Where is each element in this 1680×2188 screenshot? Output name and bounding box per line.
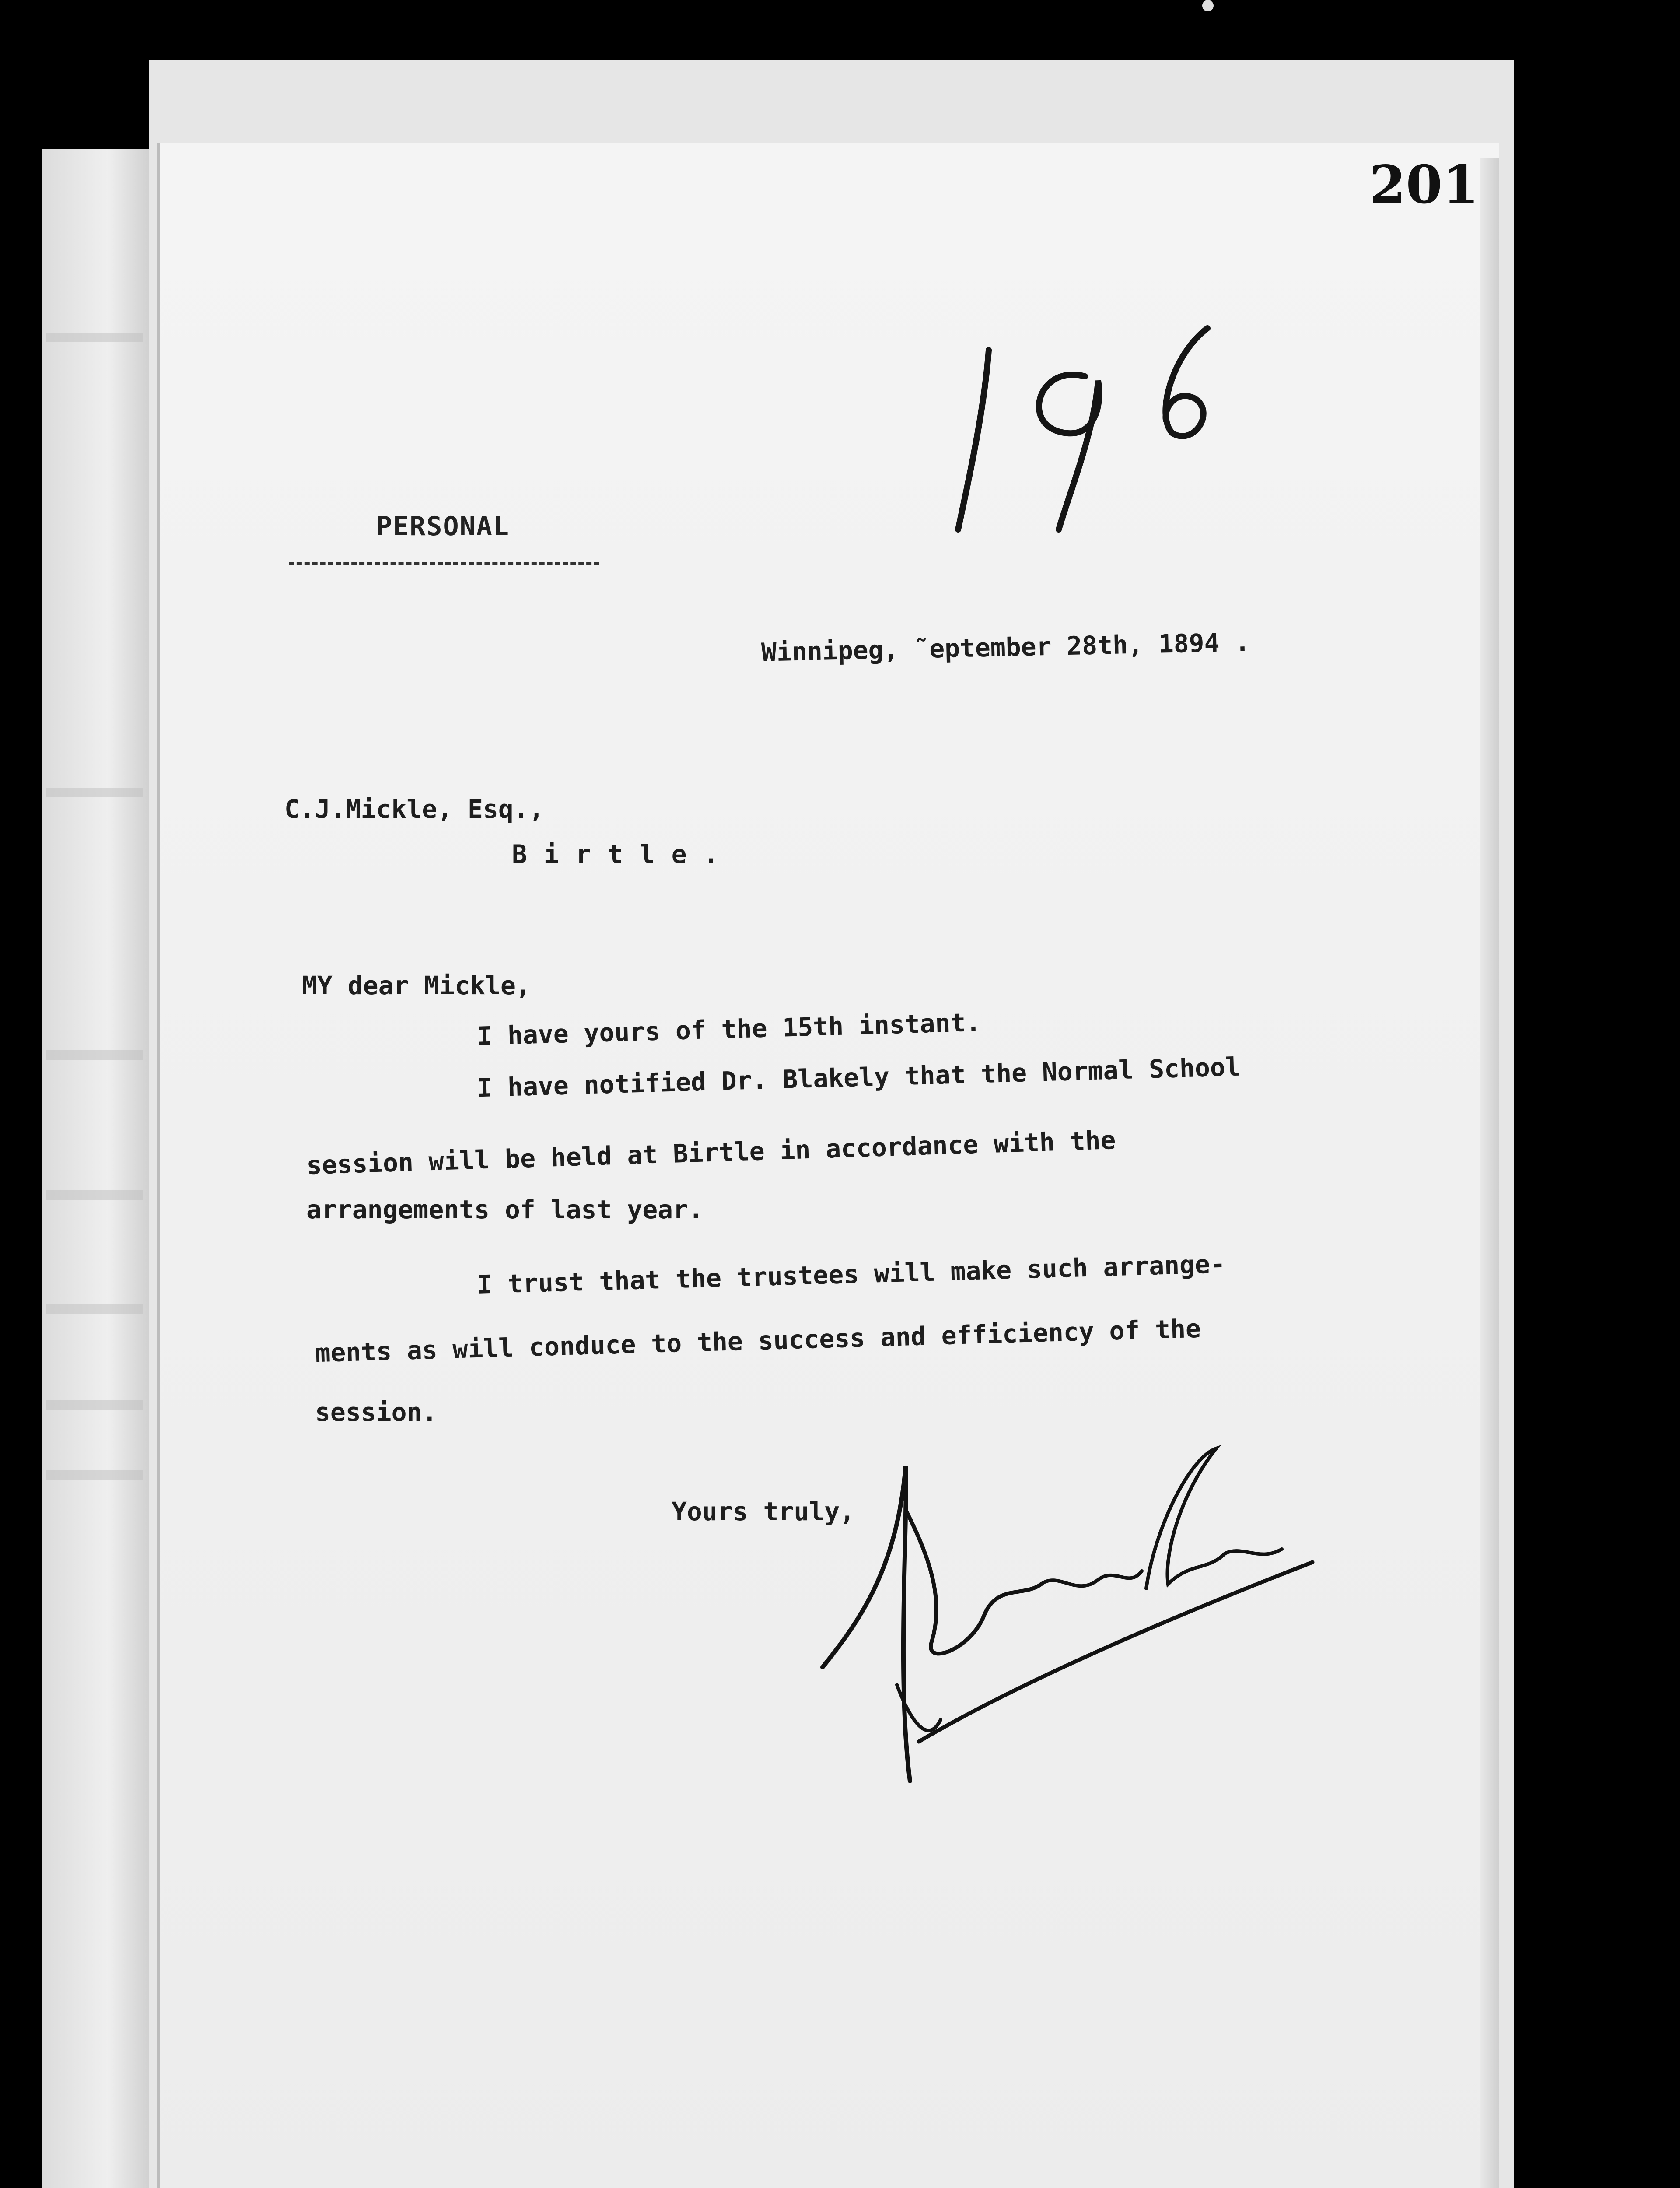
body-line: session. — [315, 1397, 438, 1427]
underlying-page-strip — [42, 149, 151, 2188]
body-line: I have notified Dr. Blakely that the Normal School — [476, 1052, 1241, 1103]
heading-underline — [289, 562, 599, 565]
recipient-name: C.J.Mickle, Esq., — [284, 794, 544, 824]
page-number: 201 — [1369, 154, 1479, 216]
handwritten-folio-number — [928, 302, 1242, 547]
film-mark — [1202, 0, 1214, 11]
handwritten-signature — [796, 1440, 1339, 1799]
body-line: arrangements of last year. — [306, 1195, 704, 1224]
body-line: I trust that the trustees will make such arrange- — [476, 1249, 1226, 1300]
closing: Yours truly, — [672, 1497, 855, 1526]
page-edge — [1480, 158, 1499, 2188]
recipient-place: Birtle. — [512, 839, 735, 869]
body-line: I have yours of the 15th instant. — [476, 1007, 982, 1052]
letter-date: Winnipeg, ˜eptember 28th, 1894 . — [761, 627, 1250, 667]
letter-heading: PERSONAL — [376, 511, 510, 542]
body-line: ments as will conduce to the success and efficiency of the — [315, 1313, 1201, 1368]
salutation: MY dear Mickle, — [302, 971, 531, 1000]
body-line: session will be held at Birtle in accordance with the — [306, 1125, 1116, 1181]
